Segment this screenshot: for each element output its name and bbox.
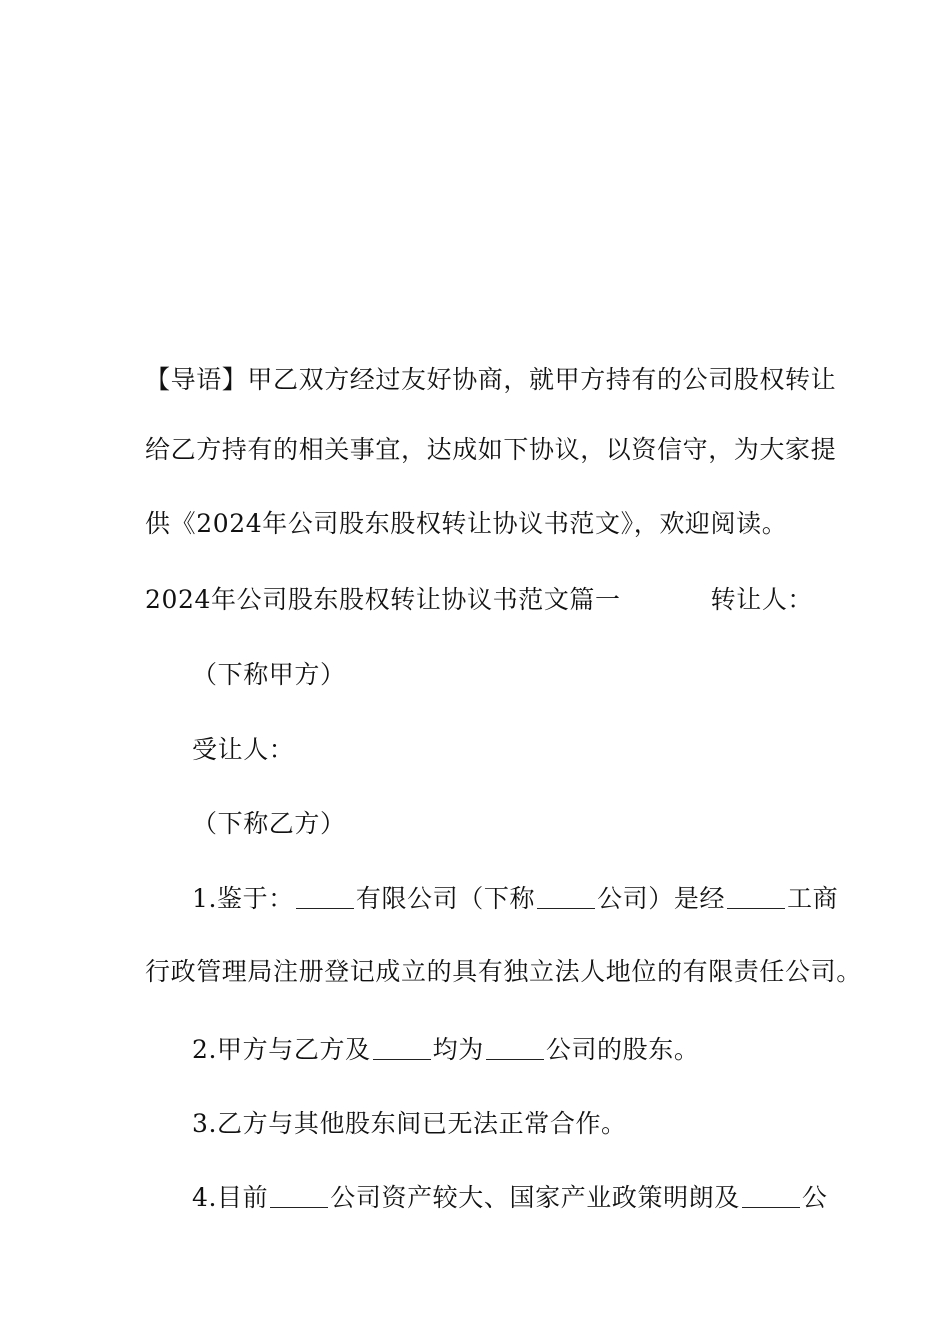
intro-line-1: 【导语】甲乙双方经过友好协商，就甲方持有的公司股权转让 — [145, 365, 837, 394]
intro-line-3: 供《2024年公司股东股权转让协议书范文》，欢迎阅读。 — [145, 509, 788, 538]
clause-4: 4.目前 公司资产较大、国家产业政策明朗及 公 — [192, 1183, 828, 1212]
transferee-label: 受让人： — [192, 735, 295, 764]
clause-1-line-1: 1.鉴于： 有限公司（下称 公司）是经 工商 — [192, 884, 839, 913]
blank-field — [296, 886, 354, 909]
document-heading — [145, 584, 814, 616]
blank-field — [373, 1037, 431, 1060]
document-title: 2024年公司股东股权转让协议书范文篇一 — [145, 585, 621, 614]
party-b-alias: （下称乙方） — [192, 809, 346, 838]
blank-field — [742, 1185, 800, 1208]
blank-field — [270, 1185, 328, 1208]
party-a-alias: （下称甲方） — [192, 660, 346, 689]
blank-field — [727, 886, 785, 909]
blank-field — [537, 886, 595, 909]
blank-field — [486, 1037, 544, 1060]
transferor-label: 转让人： — [710, 585, 814, 614]
clause-2: 2.甲方与乙方及 均为 公司的股东。 — [192, 1035, 700, 1064]
clause-3: 3.乙方与其他股东间已无法正常合作。 — [192, 1109, 627, 1138]
intro-line-2: 给乙方持有的相关事宜，达成如下协议，以资信守，为大家提 — [145, 435, 837, 464]
clause-1-line-2: 行政管理局注册登记成立的具有独立法人地位的有限责任公司。 — [145, 957, 862, 986]
